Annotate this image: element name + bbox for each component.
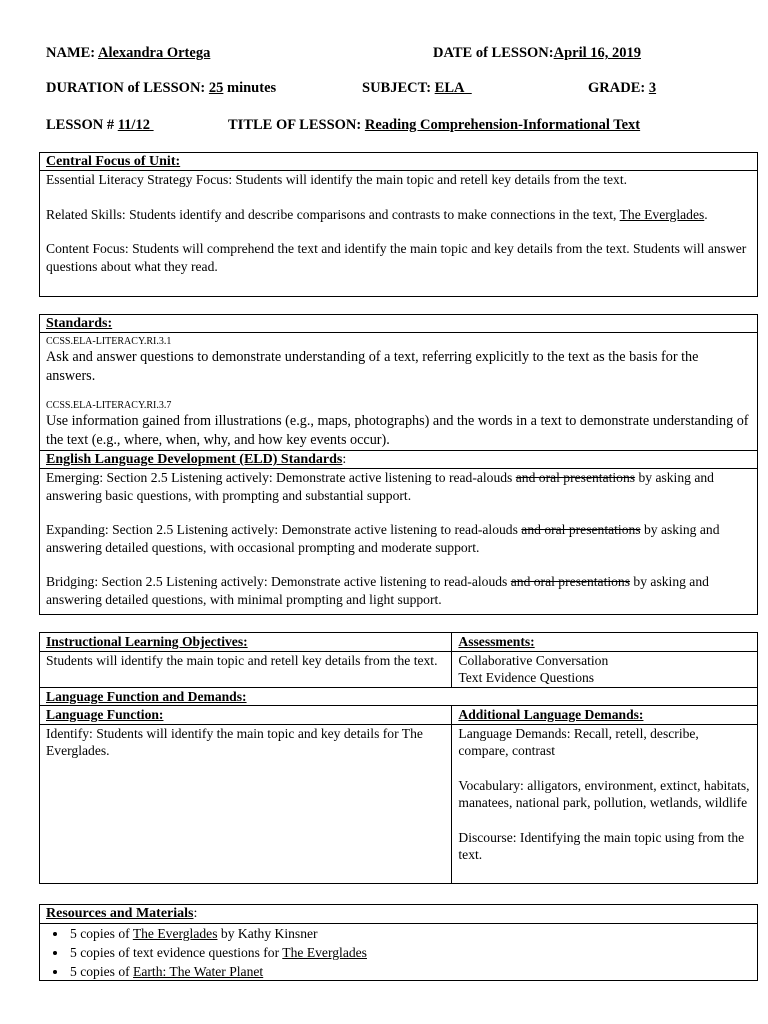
standards-heading: Standards: [46, 316, 113, 331]
date-line [433, 45, 641, 62]
duration-line [46, 80, 276, 97]
eld-bridging: Bridging: Section 2.5 Listening actively: Demonstrate active listening to read-alouds and oral presentations by asking and answering detailed questions, with minimal prompting and light support. [46, 574, 709, 607]
language-demands-heading: Additional Language Demands: [452, 706, 758, 725]
grade-value: 3 [648, 80, 657, 96]
standard-code-2: CCSS.ELA-LITERACY.RI.3.7 [46, 400, 172, 411]
book-title: Earth: The Water Planet [133, 964, 264, 979]
assessment-item: Text Evidence Questions [458, 670, 595, 685]
lesson-title-line [228, 117, 640, 134]
central-focus-box [39, 152, 758, 297]
objectives-heading: Instructional Learning Objectives: [40, 633, 452, 652]
list-item: • 5 copies of The Everglades by Kathy Kinsner [68, 924, 757, 943]
language-heading: Language Function and Demands: [40, 687, 758, 706]
grade-line [588, 80, 656, 97]
language-function-text: Identify: Students will identify the main topic and key details for The Everglades. [40, 724, 452, 883]
related-skills-text: Related Skills: Students identify and describe comparisons and contrasts to make connections in the text, The Everglades. [46, 206, 708, 222]
resources-heading-row: Resources and Materials: [46, 906, 198, 921]
subject-label: SUBJECT: [362, 80, 432, 96]
eld-expanding: Expanding: Section 2.5 Listening actively: Demonstrate active listening to read-alouds and oral presentations by asking and answering detailed questions, with occasional prompting and moderate support. [46, 522, 720, 555]
book-title: The Everglades [132, 926, 218, 941]
resources-box [39, 904, 758, 981]
assessments-list [452, 651, 758, 687]
lesson-title-value: Reading Comprehension-Informational Text [364, 117, 641, 133]
lesson-line [46, 117, 154, 134]
name-line [46, 45, 210, 62]
standard-text-2: Use information gained from illustrations (e.g., maps, photographs) and the words in a text to demonstrate understanding of the text (e.g., where, when, why, and how key events occur). [46, 413, 749, 448]
resources-list [40, 924, 757, 981]
duration-value: 25 [208, 80, 224, 96]
eld-heading: English Language Development (ELD) Standards [46, 452, 343, 467]
name-value: Alexandra Ortega [97, 45, 211, 61]
lesson-label: LESSON # [46, 117, 115, 133]
book-title: The Everglades [282, 945, 367, 960]
objectives-text: Students will identify the main topic and retell key details from the text. [40, 651, 452, 687]
language-demands-text: Language Demands: Recall, retell, describe, compare, contrast [458, 725, 699, 758]
standard-code-1: CCSS.ELA-LITERACY.RI.3.1 [46, 336, 172, 347]
eld-heading-row: English Language Development (ELD) Standards: [46, 452, 347, 467]
eld-body [40, 469, 757, 608]
objectives-table [39, 632, 758, 884]
essential-focus-text: Essential Literacy Strategy Focus: Students will identify the main topic and retell key details from the text. [46, 172, 627, 187]
discourse-text: Discourse: Identifying the main topic using from the text. [458, 829, 745, 862]
lesson-title-label: TITLE OF LESSON: [228, 117, 362, 133]
vocabulary-text: Vocabulary: alligators, environment, extinct, habitats, manatees, national park, pollution, wetlands, wildlife [458, 777, 750, 810]
eld-emerging: Emerging: Section 2.5 Listening actively: Demonstrate active listening to read-alouds and oral presentations by asking and answering basic questions, with prompting and substantial support. [46, 470, 714, 503]
date-value: April 16, 2019 [553, 45, 641, 61]
assessments-heading: Assessments: [452, 633, 758, 652]
resources-heading: Resources and Materials [46, 906, 194, 921]
language-function-heading: Language Function: [40, 706, 452, 725]
name-label: NAME: [46, 45, 96, 61]
book-title: The Everglades [619, 206, 705, 222]
standard-text-1: Ask and answer questions to demonstrate understanding of a text, referring explicitly to the text as the basis for the answers. [46, 349, 699, 384]
list-item: • 5 copies of text evidence questions for The Everglades [68, 943, 757, 962]
subject-line [362, 80, 472, 97]
duration-unit: minutes [227, 80, 277, 96]
subject-value: ELA [434, 80, 465, 96]
content-focus-text: Content Focus: Students will comprehend the text and identify the main topic and key details from the text. Students will answer questions about what they read. [46, 241, 747, 274]
date-label: DATE of LESSON: [433, 45, 554, 61]
central-focus-body [40, 171, 757, 275]
lesson-value: 11/12 [117, 117, 150, 133]
grade-label: GRADE: [588, 80, 646, 96]
objectives-table-wrapper [39, 632, 758, 884]
duration-label: DURATION of LESSON: [46, 80, 206, 96]
standards-box [39, 314, 758, 615]
central-focus-heading: Central Focus of Unit: [46, 154, 181, 169]
language-demands-cell [452, 724, 758, 883]
assessment-item: Collaborative Conversation [458, 652, 609, 668]
list-item: • 5 copies of Earth: The Water Planet [68, 962, 757, 981]
